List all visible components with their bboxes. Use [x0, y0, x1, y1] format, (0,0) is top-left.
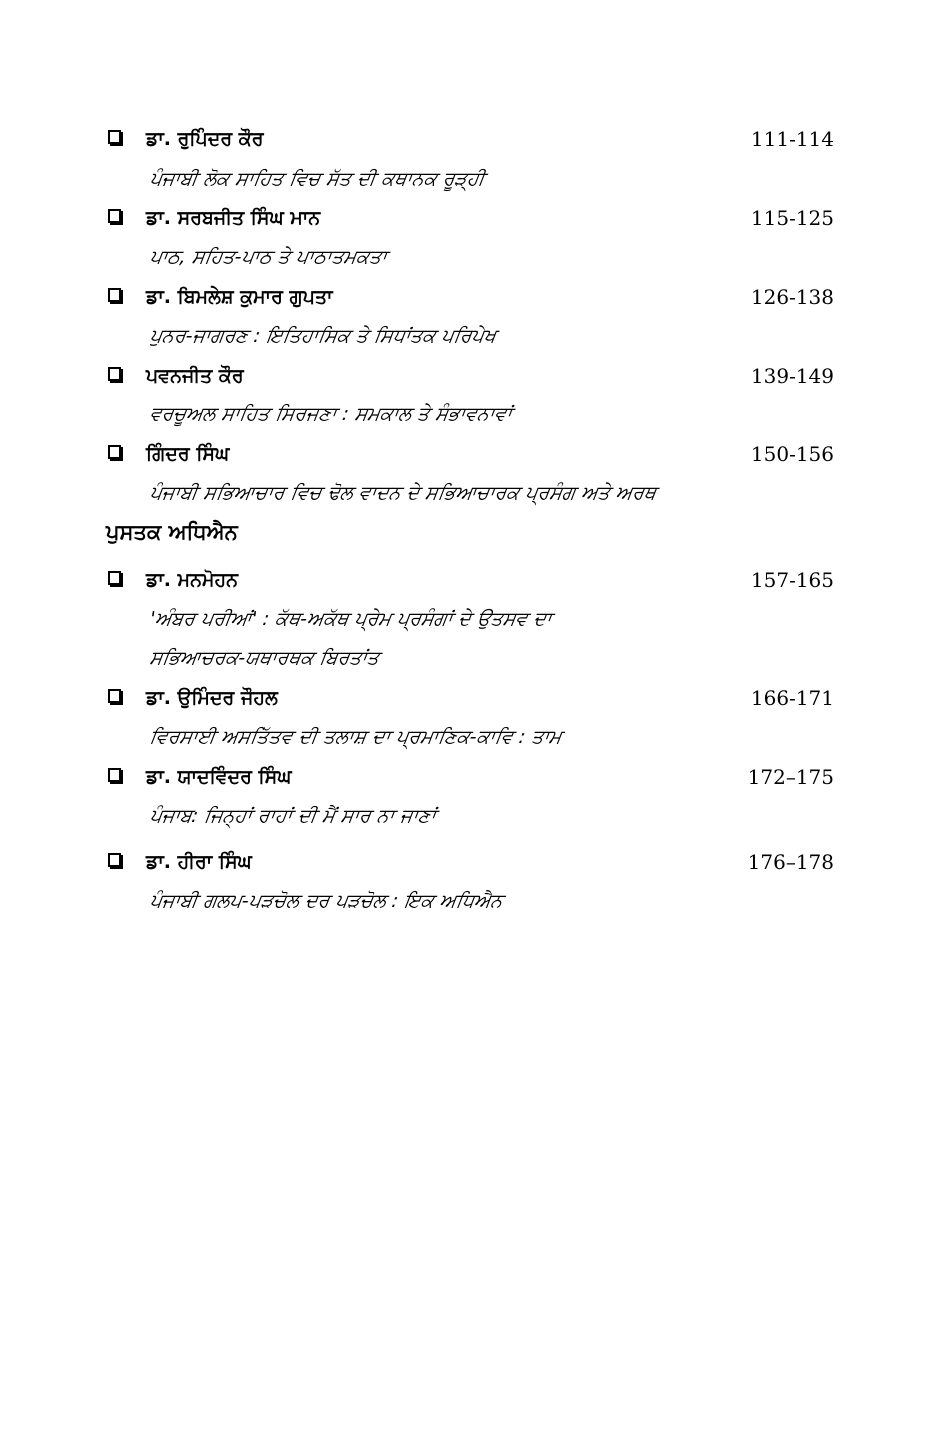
entry-title: ਪਾਠ, ਸਹਿਤ-ਪਾਠ ਤੇ ਪਾਠਾਤਮਕਤਾ: [148, 246, 389, 268]
checkbox-square-icon: [108, 571, 121, 585]
checkbox-square-icon: [108, 130, 121, 144]
toc-entry: [108, 441, 834, 471]
checkbox-square-icon: [108, 853, 121, 867]
entry-author: ਪਵਨਜੀਤ ਕੌਰ: [146, 365, 244, 387]
checkbox-square-icon: [108, 768, 121, 782]
entry-title-continued: ਸਭਿਆਚਰਕ-ਯਥਾਰਥਕ ਬਿਰਤਾਂਤ: [148, 647, 381, 669]
toc-entry: [108, 126, 834, 156]
entry-title: 'ਅੰਬਰ ਪਰੀਆਂ' : ਕੱਥ-ਅਕੱਥ ਪ੍ਰੇਮ ਪ੍ਰਸੰਗਾਂ ਦੇ ਉਤਸਵ ਦਾ: [148, 608, 554, 630]
entry-author: ਡਾ. ਰੁਪਿੰਦਰ ਕੌਰ: [146, 128, 264, 150]
entry-page-range: 126-138: [750, 285, 834, 309]
entry-page-range: 176–178: [747, 850, 834, 874]
entry-author: ਡਾ. ਉਮਿੰਦਰ ਜੌਹਲ: [146, 687, 278, 709]
entry-page-range: 111-114: [750, 127, 834, 151]
entry-title: ਪੰਜਾਬੀ ਸਭਿਆਚਾਰ ਵਿਚ ਢੋਲ ਵਾਦਨ ਦੇ ਸਭਿਆਚਾਰਕ ਪ੍ਰਸੰਗ ਅਤੇ ਅਰਥ: [148, 482, 658, 504]
entry-author: ਡਾ. ਬਿਮਲੇਸ਼ ਕੁਮਾਰ ਗੁਪਤਾ: [146, 286, 333, 308]
entry-page-range: 157-165: [750, 568, 834, 592]
checkbox-square-icon: [108, 288, 121, 302]
entry-title: ਪੰਜਾਬੀ ਗਲਪ-ਪੜਚੋਲ ਦਰ ਪੜਚੋਲ : ਇਕ ਅਧਿਐਨ: [148, 890, 504, 912]
checkbox-square-icon: [108, 689, 121, 703]
entry-author: ਡਾ. ਯਾਦਵਿੰਦਰ ਸਿੰਘ: [146, 766, 292, 788]
entry-page-range: 139-149: [750, 364, 834, 388]
entry-author: ਡਾ. ਹੀਰਾ ਸਿੰਘ: [146, 851, 252, 873]
entry-author: ਗਿੰਦਰ ਸਿੰਘ: [146, 443, 230, 465]
entry-author: ਡਾ. ਮਨਮੋਹਨ: [146, 569, 239, 591]
toc-entry: [108, 685, 834, 715]
entry-title: ਪੁਨਰ-ਜਾਗਰਣ : ਇਤਿਹਾਸਿਕ ਤੇ ਸਿਧਾਂਤਕ ਪਰਿਪੇਖ: [148, 325, 498, 347]
checkbox-square-icon: [108, 367, 121, 381]
entry-title: ਵਰਚੂਅਲ ਸਾਹਿਤ ਸਿਰਜਣਾ : ਸਮਕਾਲ ਤੇ ਸੰਭਾਵਨਾਵਾਂ: [148, 403, 514, 425]
section-heading: ਪੁਸਤਕ ਅਧਿਐਨ: [106, 520, 238, 544]
entry-page-range: 172–175: [747, 765, 834, 789]
toc-entry: [108, 205, 834, 235]
toc-entry: [108, 284, 834, 314]
entry-author: ਡਾ. ਸਰਬਜੀਤ ਸਿੰਘ ਮਾਨ: [146, 207, 321, 229]
entry-title: ਪੰਜਾਬ: ਜਿਨ੍ਹਾਂ ਰਾਹਾਂ ਦੀ ਮੈਂ ਸਾਰ ਨਾ ਜਾਣਾਂ: [148, 805, 438, 827]
toc-entry: [108, 764, 834, 794]
entry-page-range: 150-156: [750, 442, 834, 466]
entry-page-range: 115-125: [750, 206, 834, 230]
checkbox-square-icon: [108, 445, 121, 459]
checkbox-square-icon: [108, 209, 121, 223]
entry-title: ਪੰਜਾਬੀ ਲੋਕ ਸਾਹਿਤ ਵਿਚ ਸੱਤ ਦੀ ਕਥਾਨਕ ਰੂੜ੍ਹੀ: [148, 168, 486, 190]
toc-entry: [108, 363, 834, 393]
toc-entry: [108, 567, 834, 597]
entry-title: ਵਿਰਸਾਈ ਅਸਤਿੱਤਵ ਦੀ ਤਲਾਸ਼ ਦਾ ਪ੍ਰਮਾਣਿਕ-ਕਾਵਿ : ਤਾਮ: [148, 726, 564, 748]
entry-page-range: 166-171: [750, 686, 834, 710]
toc-entry: [108, 849, 834, 879]
